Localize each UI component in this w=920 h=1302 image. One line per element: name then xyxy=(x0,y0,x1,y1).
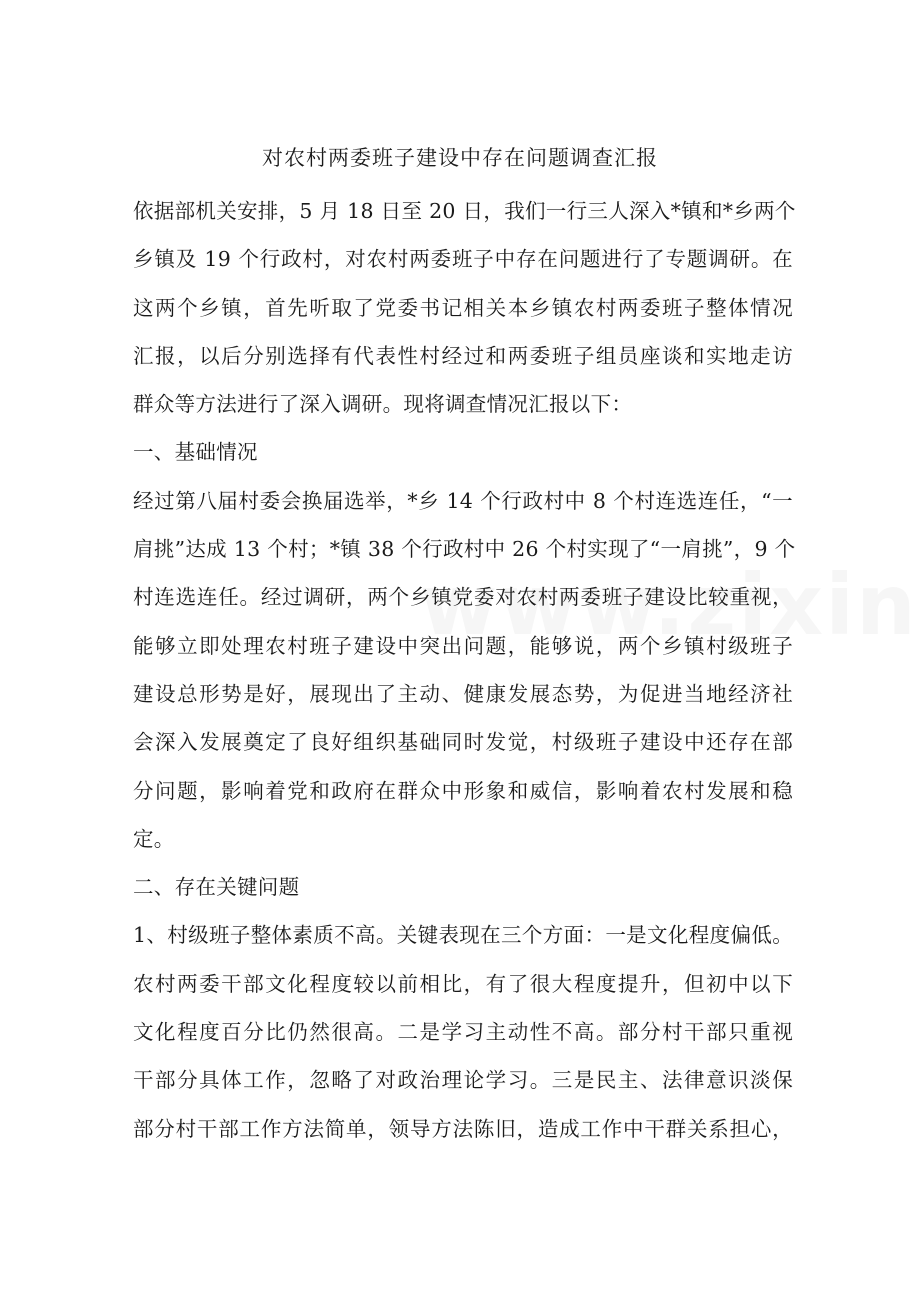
text-line: 部分村干部工作方法简单，领导方法陈旧，造成工作中干群关系担心， xyxy=(133,1116,793,1141)
text-line: 定。 xyxy=(133,826,175,851)
text-line: 依据部机关安排，5 月 18 日至 20 日，我们一行三人深入*镇和*乡两个 xyxy=(133,199,796,223)
text-line: 干部分具体工作，忽略了对政治理论学习。三是民主、法律意识淡保 xyxy=(133,1068,793,1093)
text-line: 这两个乡镇，首先听取了党委书记相关本乡镇农村两委班子整体情况 xyxy=(133,295,793,320)
text-line: 村连选连任。经过调研，两个乡镇党委对农村两委班子建设比较重视， xyxy=(133,585,793,610)
text-line: 二、存在关键问题 xyxy=(133,875,300,900)
text-line: 建设总形势是好，展现出了主动、健康发展态势，为促进当地经济社 xyxy=(133,681,793,706)
text-line: 乡镇及 19 个行政村，对农村两委班子中存在问题进行了专题调研。在 xyxy=(133,247,793,272)
text-line: 能够立即处理农村班子建设中突出问题，能够说，两个乡镇村级班子 xyxy=(133,633,793,658)
text-line: 汇报，以后分别选择有代表性村经过和两委班子组员座谈和实地走访 xyxy=(133,343,793,368)
document-title: 对农村两委班子建设中存在问题调查汇报 xyxy=(262,146,658,170)
text-line: 分问题，影响着党和政府在群众中形象和威信，影响着农村发展和稳 xyxy=(133,778,793,803)
text-line: 农村两委干部文化程度较以前相比，有了很大程度提升，但初中以下 xyxy=(133,971,793,996)
text-line: 经过第八届村委会换届选举，*乡 14 个行政村中 8 个村连选连任，“一 xyxy=(133,488,793,513)
text-line: 一、基础情况 xyxy=(133,440,258,465)
text-line: 群众等方法进行了深入调研。现将调查情况汇报以下： xyxy=(133,392,633,417)
text-line: 会深入发展奠定了良好组织基础同时发觉，村级班子建设中还存在部 xyxy=(133,730,793,755)
text-line: 肩挑”达成 13 个村；*镇 38 个行政村中 26 个村实现了“一肩挑”，9 个 xyxy=(133,537,796,562)
document-body xyxy=(133,187,796,1153)
text-line: 文化程度百分比仍然很高。二是学习主动性不高。部分村干部只重视 xyxy=(133,1020,793,1045)
text-line: 1、村级班子整体素质不高。关键表现在三个方面：一是文化程度偏低。 xyxy=(133,923,793,948)
